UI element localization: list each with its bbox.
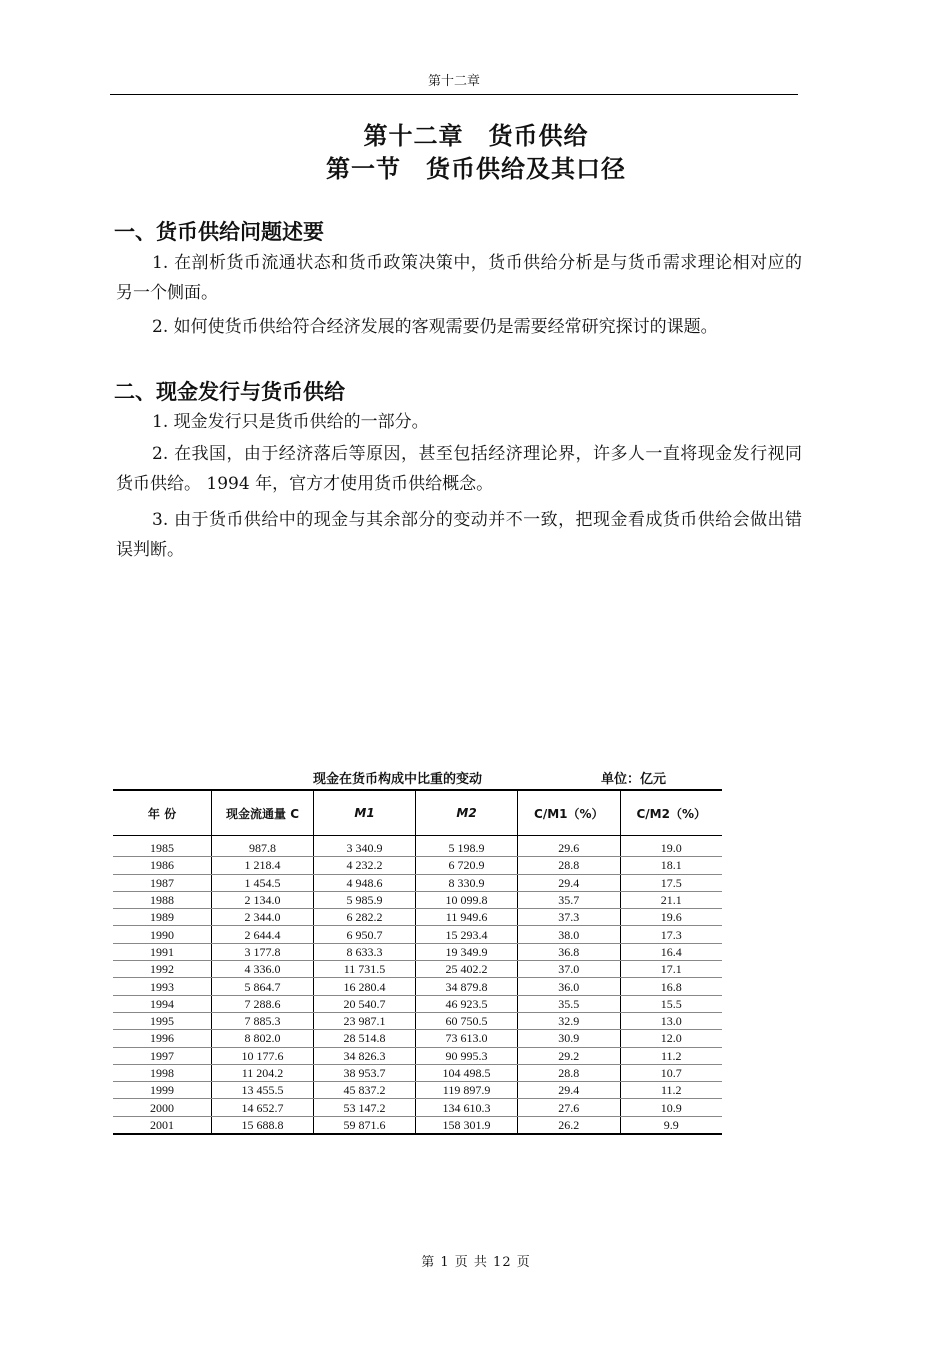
cell-c-m1: 27.6: [518, 1099, 620, 1116]
cell-m1: 20 540.7: [314, 995, 416, 1012]
running-header: 第十二章: [110, 70, 798, 95]
table-row: [113, 961, 722, 978]
cell-year: 1990: [113, 926, 212, 943]
column-header-c-m1: C/M1（%）: [518, 790, 620, 836]
cell-c-m1: 30.9: [518, 1030, 620, 1047]
cell-m1: 16 280.4: [314, 978, 416, 995]
table-row: [113, 857, 722, 874]
cell-c-m1: 29.6: [518, 836, 620, 857]
cell-m1: 6 282.2: [314, 909, 416, 926]
cell-c-m1: 35.7: [518, 891, 620, 908]
table-header-row: [113, 790, 722, 836]
cell-year: 1985: [113, 836, 212, 857]
cell-cash: 2 644.4: [212, 926, 314, 943]
cell-m1: 6 950.7: [314, 926, 416, 943]
section-heading: 二、现金发行与货币供给: [114, 380, 345, 404]
cell-cash: 3 177.8: [212, 943, 314, 960]
cell-cash: 7 288.6: [212, 995, 314, 1012]
cell-c-m2: 10.9: [620, 1099, 722, 1116]
cell-c-m2: 19.6: [620, 909, 722, 926]
cell-c-m2: 11.2: [620, 1047, 722, 1064]
table-row: [113, 1116, 722, 1134]
cell-year: 1996: [113, 1030, 212, 1047]
table-body: [113, 836, 722, 1135]
cell-m1: 4 232.2: [314, 857, 416, 874]
page-number: 第 1 页 共 12 页: [421, 1255, 531, 1270]
cell-c-m2: 16.8: [620, 978, 722, 995]
cell-year: 1997: [113, 1047, 212, 1064]
cell-m2: 15 293.4: [416, 926, 518, 943]
cell-m2: 104 498.5: [416, 1064, 518, 1081]
cell-c-m1: 37.0: [518, 961, 620, 978]
cell-m2: 34 879.8: [416, 978, 518, 995]
section-title: 第一节 货币供给及其口径: [326, 155, 626, 183]
cell-m1: 5 985.9: [314, 891, 416, 908]
cell-year: 1993: [113, 978, 212, 995]
paragraph: 3. 由于货币供给中的现金与其余部分的变动并不一致，把现金看成货币供给会做出错误判断。: [116, 510, 802, 560]
cell-m1: 28 514.8: [314, 1030, 416, 1047]
cell-m2: 90 995.3: [416, 1047, 518, 1064]
cell-c-m2: 21.1: [620, 891, 722, 908]
cell-m1: 45 837.2: [314, 1082, 416, 1099]
table-row: [113, 836, 722, 857]
table-row: [113, 1082, 722, 1099]
table-row: [113, 874, 722, 891]
cell-m2: 60 750.5: [416, 1012, 518, 1029]
cell-year: 1989: [113, 909, 212, 926]
table-row: [113, 1012, 722, 1029]
cell-year: 2001: [113, 1116, 212, 1134]
cell-m2: 119 897.9: [416, 1082, 518, 1099]
cell-c-m1: 36.8: [518, 943, 620, 960]
table-row: [113, 943, 722, 960]
cell-m2: 25 402.2: [416, 961, 518, 978]
cell-year: 2000: [113, 1099, 212, 1116]
table-row: [113, 995, 722, 1012]
cell-m1: 23 987.1: [314, 1012, 416, 1029]
chapter-title: 第十二章 货币供给: [363, 122, 589, 150]
paragraph: 1. 在剖析货币流通状态和货币政策决策中，货币供给分析是与货币需求理论相对应的另一个侧面。: [116, 253, 802, 303]
cell-cash: 2 134.0: [212, 891, 314, 908]
cell-m1: 4 948.6: [314, 874, 416, 891]
paragraph: 2. 在我国，由于经济落后等原因，甚至包括经济理论界，许多人一直将现金发行视同货币供给。 1994 年，官方才使用货币供给概念。: [116, 444, 802, 494]
cell-c-m2: 17.1: [620, 961, 722, 978]
cell-c-m1: 29.4: [518, 874, 620, 891]
cell-year: 1998: [113, 1064, 212, 1081]
cell-cash: 7 885.3: [212, 1012, 314, 1029]
cell-m2: 134 610.3: [416, 1099, 518, 1116]
cell-c-m1: 38.0: [518, 926, 620, 943]
cell-c-m2: 13.0: [620, 1012, 722, 1029]
paragraph: 2. 如何使货币供给符合经济发展的客观需要仍是需要经常研究探讨的课题。: [152, 317, 718, 337]
paragraph: 1. 现金发行只是货币供给的一部分。: [152, 412, 429, 432]
cell-c-m1: 29.4: [518, 1082, 620, 1099]
table-row: [113, 1047, 722, 1064]
cell-m2: 6 720.9: [416, 857, 518, 874]
cell-year: 1995: [113, 1012, 212, 1029]
cell-year: 1987: [113, 874, 212, 891]
table-row: [113, 926, 722, 943]
cell-c-m1: 28.8: [518, 857, 620, 874]
cell-c-m1: 35.5: [518, 995, 620, 1012]
cell-m2: 158 301.9: [416, 1116, 518, 1134]
cell-m2: 10 099.8: [416, 891, 518, 908]
cell-m1: 11 731.5: [314, 961, 416, 978]
cell-cash: 13 455.5: [212, 1082, 314, 1099]
cell-year: 1991: [113, 943, 212, 960]
cell-c-m2: 17.3: [620, 926, 722, 943]
cell-c-m1: 28.8: [518, 1064, 620, 1081]
table-row: [113, 1030, 722, 1047]
cell-c-m1: 32.9: [518, 1012, 620, 1029]
column-header-m2: M2: [416, 790, 518, 836]
table-row: [113, 1064, 722, 1081]
table-unit: 单位：亿元: [601, 772, 667, 787]
cell-m2: 46 923.5: [416, 995, 518, 1012]
cell-cash: 10 177.6: [212, 1047, 314, 1064]
cell-cash: 5 864.7: [212, 978, 314, 995]
cell-cash: 4 336.0: [212, 961, 314, 978]
cell-cash: 14 652.7: [212, 1099, 314, 1116]
cell-year: 1999: [113, 1082, 212, 1099]
cell-c-m2: 15.5: [620, 995, 722, 1012]
cell-m2: 8 330.9: [416, 874, 518, 891]
table-title: 现金在货币构成中比重的变动: [313, 772, 483, 787]
cell-c-m1: 37.3: [518, 909, 620, 926]
cell-m1: 3 340.9: [314, 836, 416, 857]
cell-m2: 19 349.9: [416, 943, 518, 960]
cell-c-m1: 29.2: [518, 1047, 620, 1064]
cell-cash: 2 344.0: [212, 909, 314, 926]
column-header-cash: 现金流通量 C: [212, 790, 314, 836]
table-row: [113, 891, 722, 908]
cell-cash: 987.8: [212, 836, 314, 857]
cell-cash: 15 688.8: [212, 1116, 314, 1134]
cell-cash: 1 454.5: [212, 874, 314, 891]
cell-year: 1994: [113, 995, 212, 1012]
cell-year: 1986: [113, 857, 212, 874]
cell-cash: 8 802.0: [212, 1030, 314, 1047]
cell-c-m2: 19.0: [620, 836, 722, 857]
table-row: [113, 1099, 722, 1116]
cell-c-m1: 26.2: [518, 1116, 620, 1134]
section-heading: 一、货币供给问题述要: [114, 220, 324, 244]
cell-c-m2: 16.4: [620, 943, 722, 960]
cell-m2: 11 949.6: [416, 909, 518, 926]
cell-c-m2: 10.7: [620, 1064, 722, 1081]
cell-m2: 73 613.0: [416, 1030, 518, 1047]
cell-m1: 53 147.2: [314, 1099, 416, 1116]
table-caption: [113, 768, 723, 788]
cell-year: 1992: [113, 961, 212, 978]
cell-m1: 8 633.3: [314, 943, 416, 960]
cell-c-m2: 12.0: [620, 1030, 722, 1047]
column-header-m1: M1: [314, 790, 416, 836]
cell-c-m2: 11.2: [620, 1082, 722, 1099]
cell-cash: 11 204.2: [212, 1064, 314, 1081]
cell-m1: 38 953.7: [314, 1064, 416, 1081]
cell-year: 1988: [113, 891, 212, 908]
column-header-c-m2: C/M2（%）: [620, 790, 722, 836]
cell-c-m2: 17.5: [620, 874, 722, 891]
cell-c-m2: 18.1: [620, 857, 722, 874]
money-supply-table: [113, 789, 722, 1135]
cell-m1: 34 826.3: [314, 1047, 416, 1064]
cell-m1: 59 871.6: [314, 1116, 416, 1134]
table-row: [113, 978, 722, 995]
cell-m2: 5 198.9: [416, 836, 518, 857]
cell-cash: 1 218.4: [212, 857, 314, 874]
cell-c-m1: 36.0: [518, 978, 620, 995]
cell-c-m2: 9.9: [620, 1116, 722, 1134]
table-row: [113, 909, 722, 926]
column-header-year: 年 份: [113, 790, 212, 836]
